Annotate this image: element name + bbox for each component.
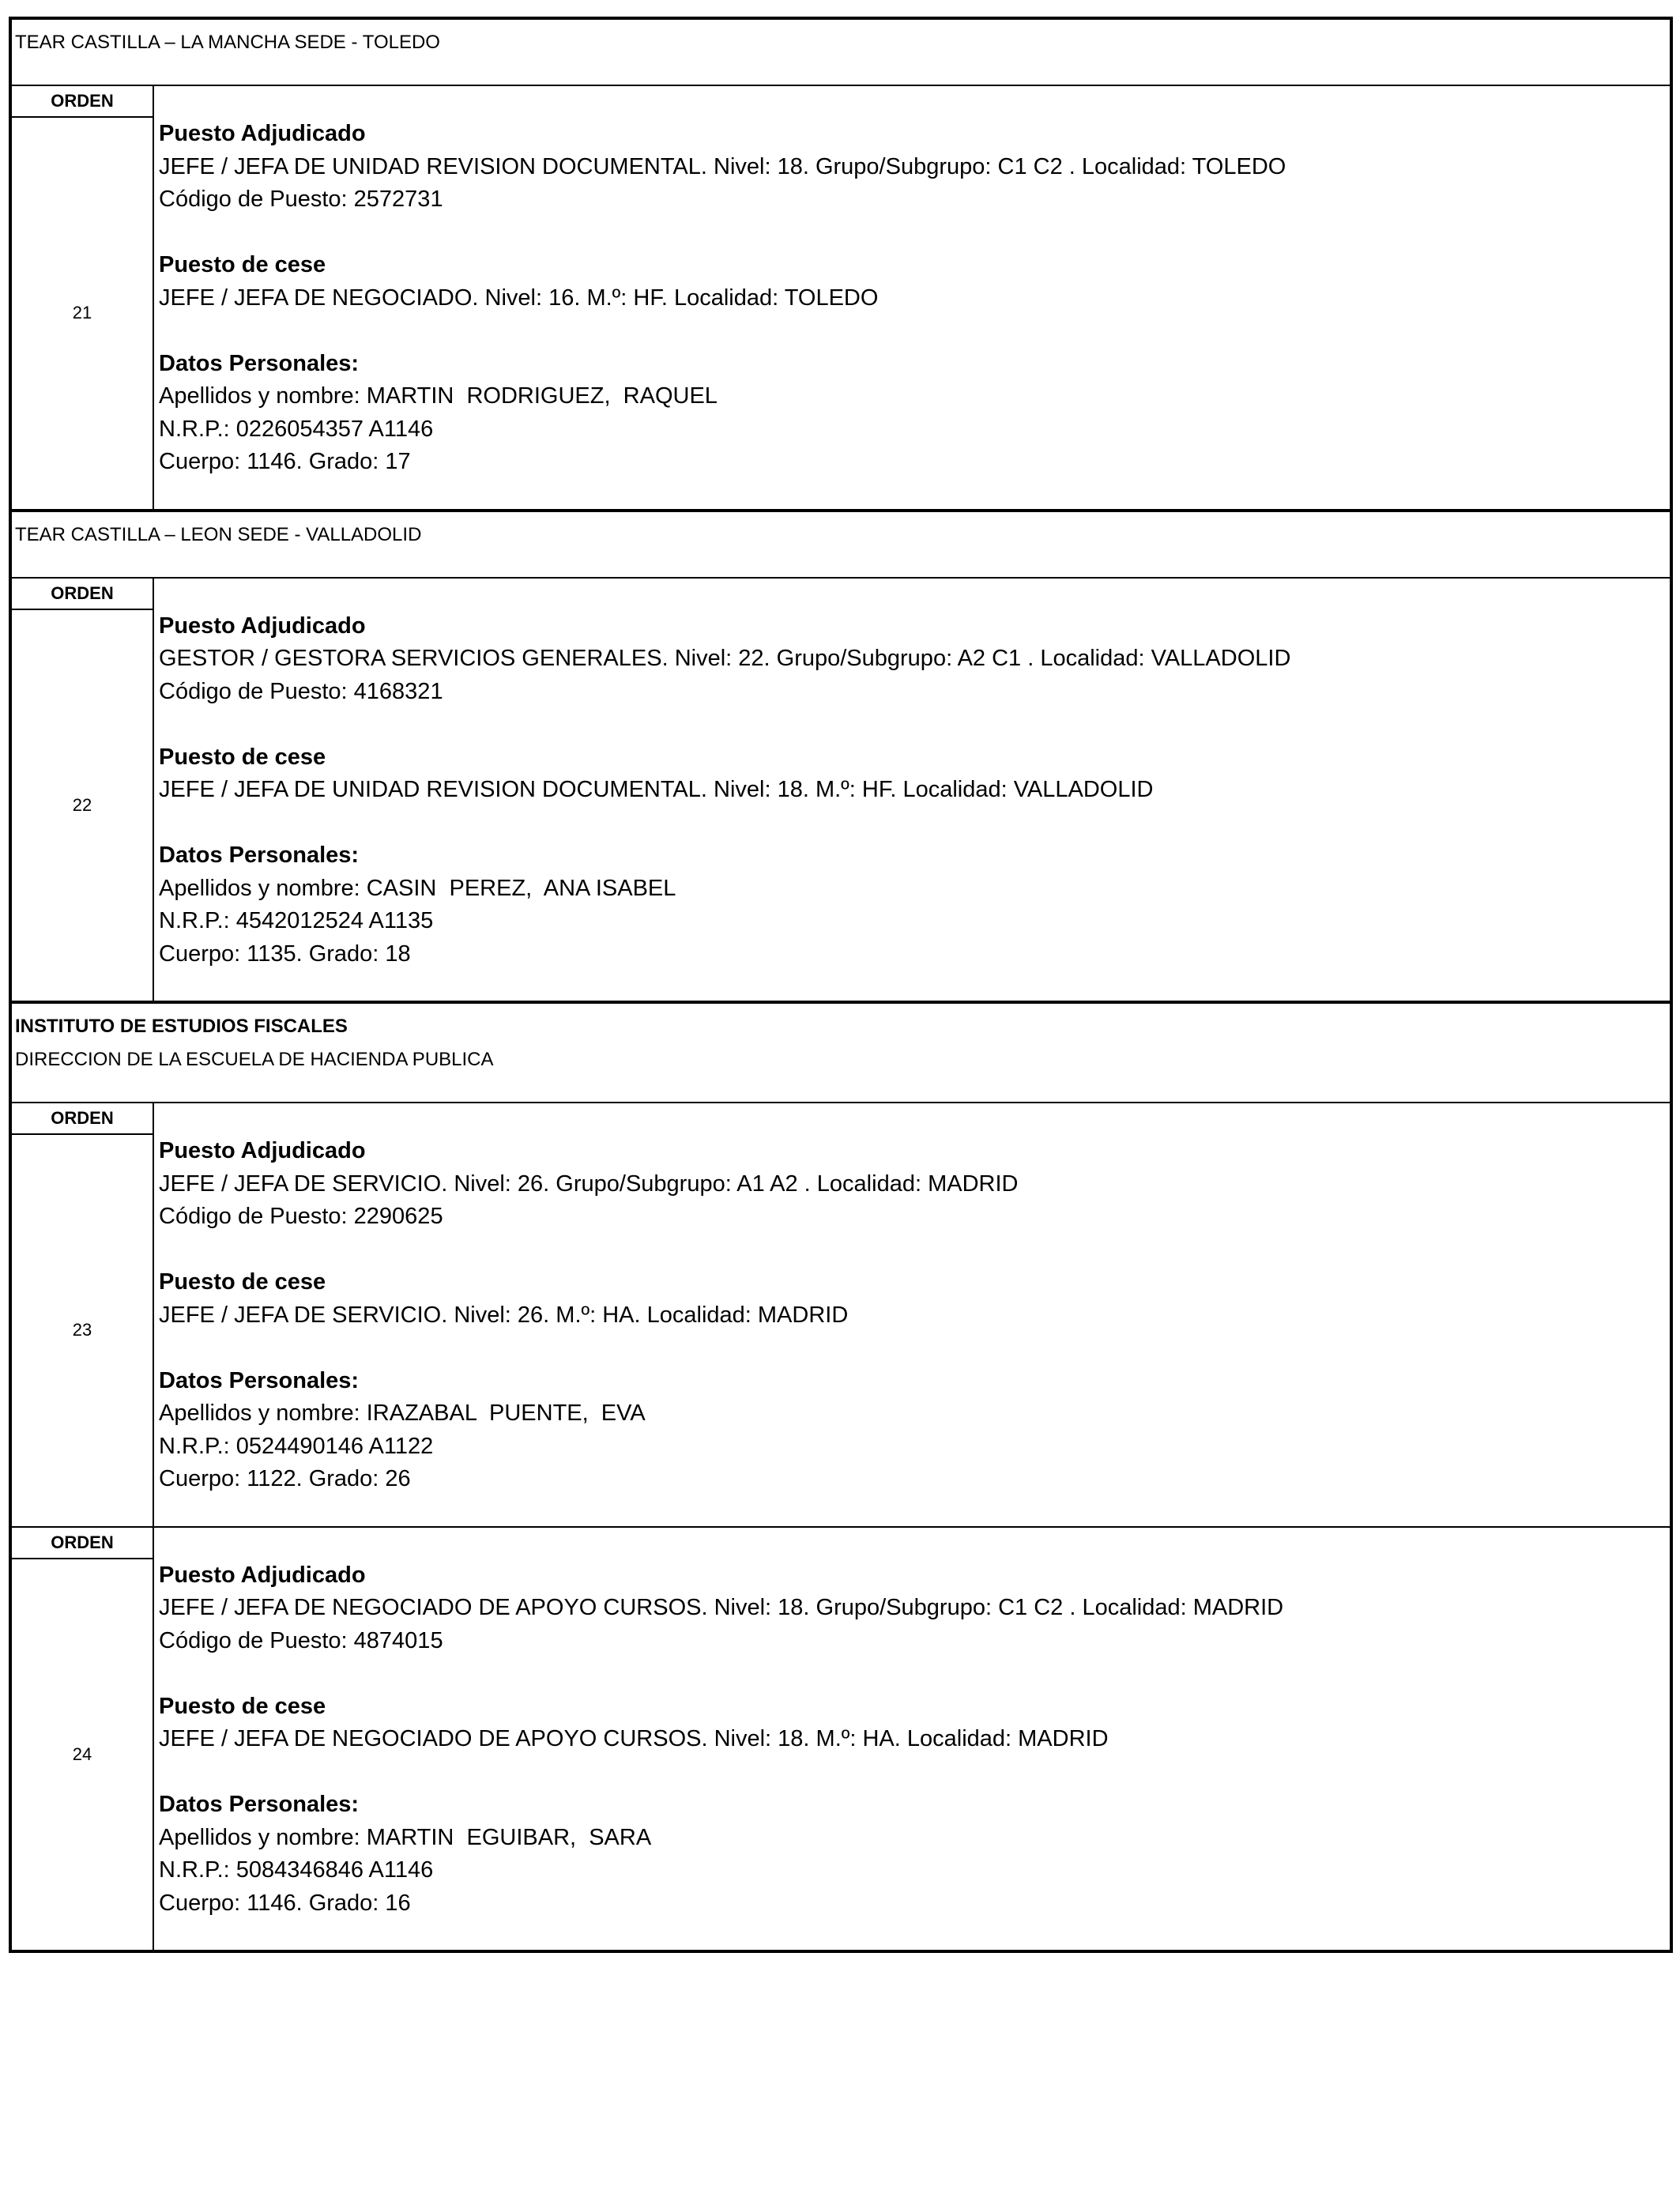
cuerpo-grado: Cuerpo: 1135. Grado: 18: [159, 941, 411, 967]
apellidos-nombre: Apellidos y nombre: IRAZABAL PUENTE, EVA: [159, 1400, 646, 1426]
orden-label: ORDEN: [12, 86, 153, 118]
puesto-cese-text: JEFE / JEFA DE SERVICIO. Nivel: 26. M.º: HA. Localidad: MADRID: [159, 1302, 849, 1328]
puesto-cese-text: JEFE / JEFA DE UNIDAD REVISION DOCUMENTAL. Nivel: 18. M.º: HF. Localidad: VALLADOLID: [159, 777, 1154, 802]
org-name: TEAR CASTILLA – LA MANCHA SEDE - TOLEDO: [15, 32, 440, 53]
apellidos-nombre: Apellidos y nombre: CASIN PEREZ, ANA ISABEL: [159, 875, 676, 901]
orden-label: ORDEN: [12, 1103, 153, 1135]
entry-content: [154, 1528, 1670, 1951]
orden-column: [12, 1103, 154, 1526]
org-unit: DIRECCION DE LA ESCUELA DE HACIENDA PUBLICA: [15, 1049, 494, 1070]
org-header: [12, 1004, 1670, 1103]
nrp: N.R.P.: 0226054357 A1146: [159, 416, 434, 442]
puesto-adjudicado-text: GESTOR / GESTORA SERVICIOS GENERALES. Nivel: 22. Grupo/Subgrupo: A2 C1 . Localidad: VALLADOLID: [159, 646, 1291, 671]
puesto-adjudicado-heading: Puesto Adjudicado: [159, 1138, 366, 1163]
orden-number: 23: [72, 1320, 92, 1340]
table-row: [12, 86, 1670, 512]
puesto-cese-heading: Puesto de cese: [159, 252, 326, 277]
puesto-cese-heading: Puesto de cese: [159, 1269, 326, 1295]
puesto-adjudicado-heading: Puesto Adjudicado: [159, 1562, 366, 1588]
codigo-puesto: Código de Puesto: 2572731: [159, 187, 443, 212]
nrp: N.R.P.: 5084346846 A1146: [159, 1857, 434, 1883]
nrp: N.R.P.: 4542012524 A1135: [159, 908, 434, 933]
puesto-cese-text: JEFE / JEFA DE NEGOCIADO. Nivel: 16. M.º: HF. Localidad: TOLEDO: [159, 285, 879, 311]
codigo-puesto: Código de Puesto: 4874015: [159, 1627, 443, 1653]
puesto-adjudicado-text: JEFE / JEFA DE SERVICIO. Nivel: 26. Grupo/Subgrupo: A1 A2 . Localidad: MADRID: [159, 1171, 1019, 1197]
entry-content: [154, 1103, 1670, 1526]
table-row: [12, 1528, 1670, 1954]
table-row: [12, 1103, 1670, 1528]
orden-number: 24: [72, 1744, 92, 1764]
org-header: [12, 512, 1670, 579]
datos-personales-heading: Datos Personales:: [159, 350, 360, 376]
datos-personales-heading: Datos Personales:: [159, 843, 360, 868]
cuerpo-grado: Cuerpo: 1146. Grado: 16: [159, 1890, 411, 1916]
document-table: [9, 17, 1673, 1953]
org-name: INSTITUTO DE ESTUDIOS FISCALES: [15, 1016, 348, 1037]
orden-column: [12, 579, 154, 1001]
puesto-cese-heading: Puesto de cese: [159, 744, 326, 770]
orden-column: [12, 1528, 154, 1951]
puesto-cese-text: JEFE / JEFA DE NEGOCIADO DE APOYO CURSOS. Nivel: 18. M.º: HA. Localidad: MADRID: [159, 1726, 1109, 1751]
orden-number: 21: [72, 303, 92, 323]
entry-content: [154, 579, 1670, 1001]
datos-personales-heading: Datos Personales:: [159, 1367, 360, 1393]
datos-personales-heading: Datos Personales:: [159, 1792, 360, 1817]
orden-column: [12, 86, 154, 509]
orden-number: 22: [72, 794, 92, 815]
codigo-puesto: Código de Puesto: 2290625: [159, 1204, 443, 1229]
org-header: [12, 20, 1670, 86]
entry-content: [154, 86, 1670, 509]
puesto-adjudicado-text: JEFE / JEFA DE UNIDAD REVISION DOCUMENTAL. Nivel: 18. Grupo/Subgrupo: C1 C2 . Localidad: TOLEDO: [159, 153, 1286, 179]
codigo-puesto: Código de Puesto: 4168321: [159, 678, 443, 704]
puesto-cese-heading: Puesto de cese: [159, 1693, 326, 1719]
apellidos-nombre: Apellidos y nombre: MARTIN RODRIGUEZ, RAQUEL: [159, 383, 718, 409]
org-name: TEAR CASTILLA – LEON SEDE - VALLADOLID: [15, 523, 422, 545]
orden-label: ORDEN: [12, 579, 153, 610]
orden-label: ORDEN: [12, 1528, 153, 1559]
apellidos-nombre: Apellidos y nombre: MARTIN EGUIBAR, SARA: [159, 1824, 652, 1850]
table-row: [12, 579, 1670, 1005]
puesto-adjudicado-heading: Puesto Adjudicado: [159, 121, 366, 146]
nrp: N.R.P.: 0524490146 A1122: [159, 1433, 434, 1459]
cuerpo-grado: Cuerpo: 1122. Grado: 26: [159, 1466, 411, 1491]
cuerpo-grado: Cuerpo: 1146. Grado: 17: [159, 449, 411, 474]
puesto-adjudicado-heading: Puesto Adjudicado: [159, 613, 366, 639]
puesto-adjudicado-text: JEFE / JEFA DE NEGOCIADO DE APOYO CURSOS. Nivel: 18. Grupo/Subgrupo: C1 C2 . Localidad: MADRID: [159, 1595, 1284, 1620]
